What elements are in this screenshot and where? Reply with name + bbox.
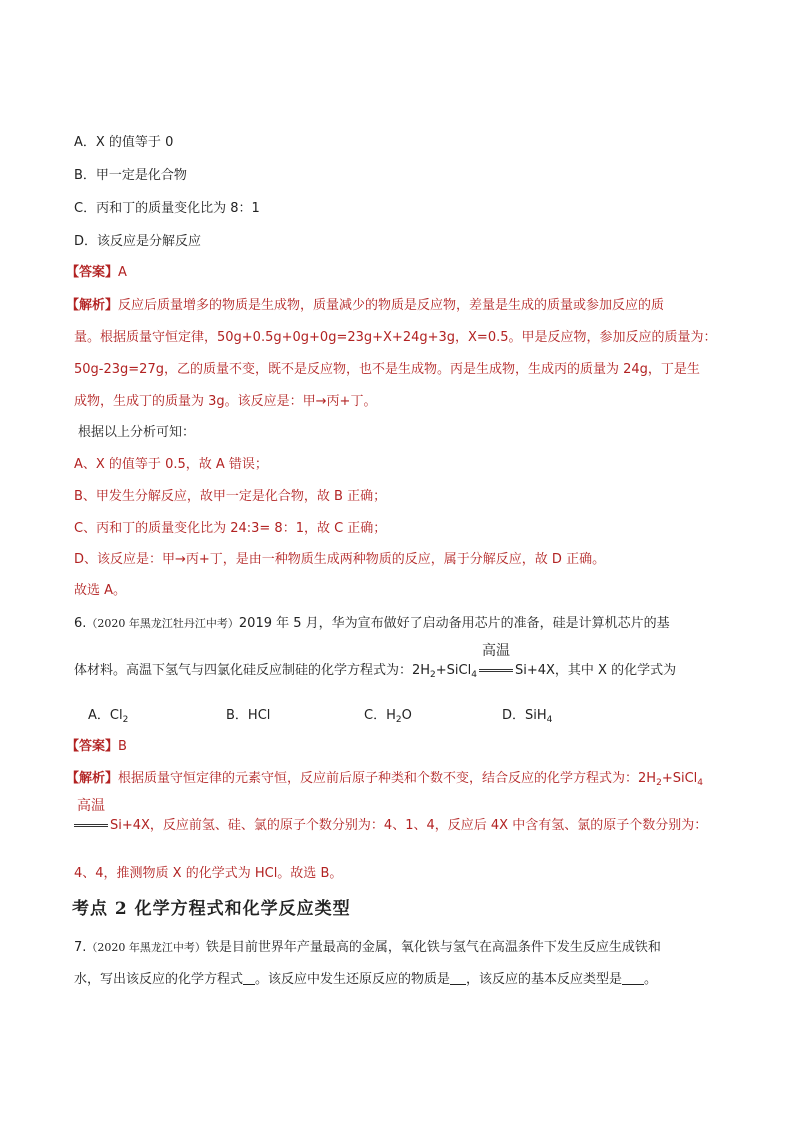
section-title: 考点 2 化学方程式和化学反应类型: [72, 899, 351, 919]
q6-line-2: [74, 643, 677, 680]
reaction-condition: 高温: [77, 798, 105, 814]
q6-number: 6.: [74, 616, 87, 631]
q6-analysis-line-3: 4、4，推测物质 X 的化学式为 HCl。故选 B。: [74, 866, 343, 881]
analysis-text-2: Si+4X，反应前氢、硅、氯的原子个数分别为：4、1、4，反应后 4X 中含有氢、氯的原子个数分别为：: [110, 818, 708, 833]
answer-blank[interactable]: [622, 971, 644, 985]
q6-source: （2020 年黑龙江牡丹江中考）: [86, 617, 239, 630]
q5-conclusion: 故选 A。: [74, 583, 127, 598]
analysis-formula: +SiCl: [661, 771, 698, 786]
analysis-text: 根据质量守恒定律的元素守恒，反应前后原子种类和个数不变，结合反应的化学方程式为：2H: [118, 771, 657, 786]
q5-analysis-line-4: 成物，生成丁的质量为 3g。该反应是：甲→丙+丁。: [74, 394, 377, 409]
subscript: 2: [656, 778, 662, 788]
q6-text-3: Si+4X，其中 X 的化学式为: [514, 663, 677, 678]
equals-bars: [74, 824, 108, 827]
q6-text-2: 体材料。高温下氢气与四氯化硅反应制硅的化学方程式为：2H: [74, 663, 431, 678]
q6-formula: +SiCl: [435, 663, 472, 678]
answer-tag: 【答案】: [66, 739, 119, 754]
q7-source: （2020 年黑龙江中考）: [86, 941, 206, 954]
q7-line-2: [74, 971, 657, 989]
q6-option-d: D．SiH$_4$: [502, 708, 553, 725]
q5-point-d: D、该反应是：甲→丙+丁，是由一种物质生成两种物质的反应，属于分解反应，故 D 正确。: [74, 552, 606, 567]
answer-blank[interactable]: [450, 971, 466, 985]
analysis-text: 反应后质量增多的物质是生成物，质量减少的物质是反应物，差量是生成的质量或参加反应的质: [118, 298, 665, 313]
subscript: 4: [471, 670, 477, 680]
q6-answer: [66, 738, 127, 756]
q6-option-a: A．$Cl_2$: [88, 708, 129, 725]
q6-text: 2019 年 5 月，华为宣布做好了启动备用芯片的准备，硅是计算机芯片的基: [238, 616, 670, 631]
q6-option-c: C．$H_2O$: [364, 708, 412, 725]
subscript: 4: [697, 778, 703, 788]
q7-text-a: 水，写出该反应的化学方程式: [74, 972, 244, 987]
answer-tag: 【答案】: [66, 265, 119, 280]
q5-option-a: A．X 的值等于 0: [74, 135, 174, 150]
subscript: 2: [430, 670, 436, 680]
q5-point-a: A、X 的值等于 0.5，故 A 错误；: [74, 457, 268, 472]
q6-option-b: B．HCl: [226, 708, 271, 723]
answer-value: B: [118, 739, 127, 754]
equals-bars: [479, 669, 513, 672]
reaction-condition: 高温: [481, 643, 510, 659]
q7-text-d: 。: [644, 972, 658, 987]
q5-point-b: B、甲发生分解反应，故甲一定是化合物，故 B 正确；: [74, 489, 387, 504]
analysis-tag: 【解析】: [66, 771, 119, 786]
analysis-tag: 【解析】: [66, 298, 119, 313]
q7-number: 7.: [74, 940, 87, 955]
q5-option-c: C．丙和丁的质量变化比为 8：1: [74, 201, 260, 216]
q6-options: [88, 707, 640, 725]
answer-blank[interactable]: [243, 971, 255, 985]
q5-answer: [66, 264, 127, 282]
q7-text: 铁是目前世界年产量最高的金属，氧化铁与氢气在高温条件下发生反应生成铁和: [205, 940, 661, 955]
q5-option-d: D．该反应是分解反应: [74, 234, 202, 249]
q6-line-1: [74, 615, 670, 633]
q5-intro: 根据以上分析可知：: [78, 425, 196, 440]
q6-analysis-line-1: [66, 770, 703, 788]
answer-value: A: [118, 265, 127, 280]
q5-point-c: C、丙和丁的质量变化比为 24:3= 8：1，故 C 正确；: [74, 521, 387, 536]
reaction-arrow: [74, 798, 108, 835]
q7-text-b: 。该反应中发生还原反应的物质是: [255, 972, 451, 987]
q7-text-c: ，该反应的基本反应类型是: [466, 972, 623, 987]
q5-analysis-line-1: [66, 297, 664, 315]
q7-line-1: [74, 939, 661, 957]
q6-analysis-line-2: [74, 798, 708, 835]
q5-analysis-line-2: 量。根据质量守恒定律，50g+0.5g+0g+0g=23g+X+24g+3g，X=0.5。甲是反应物，参加反应的质量为：: [74, 330, 717, 345]
q5-option-b: B．甲一定是化合物: [74, 168, 187, 183]
q5-analysis-line-3: 50g-23g=27g，乙的质量不变，既不是反应物，也不是生成物。丙是生成物，生成丙的质量为 24g，丁是生: [74, 362, 700, 377]
reaction-arrow: [479, 643, 513, 680]
